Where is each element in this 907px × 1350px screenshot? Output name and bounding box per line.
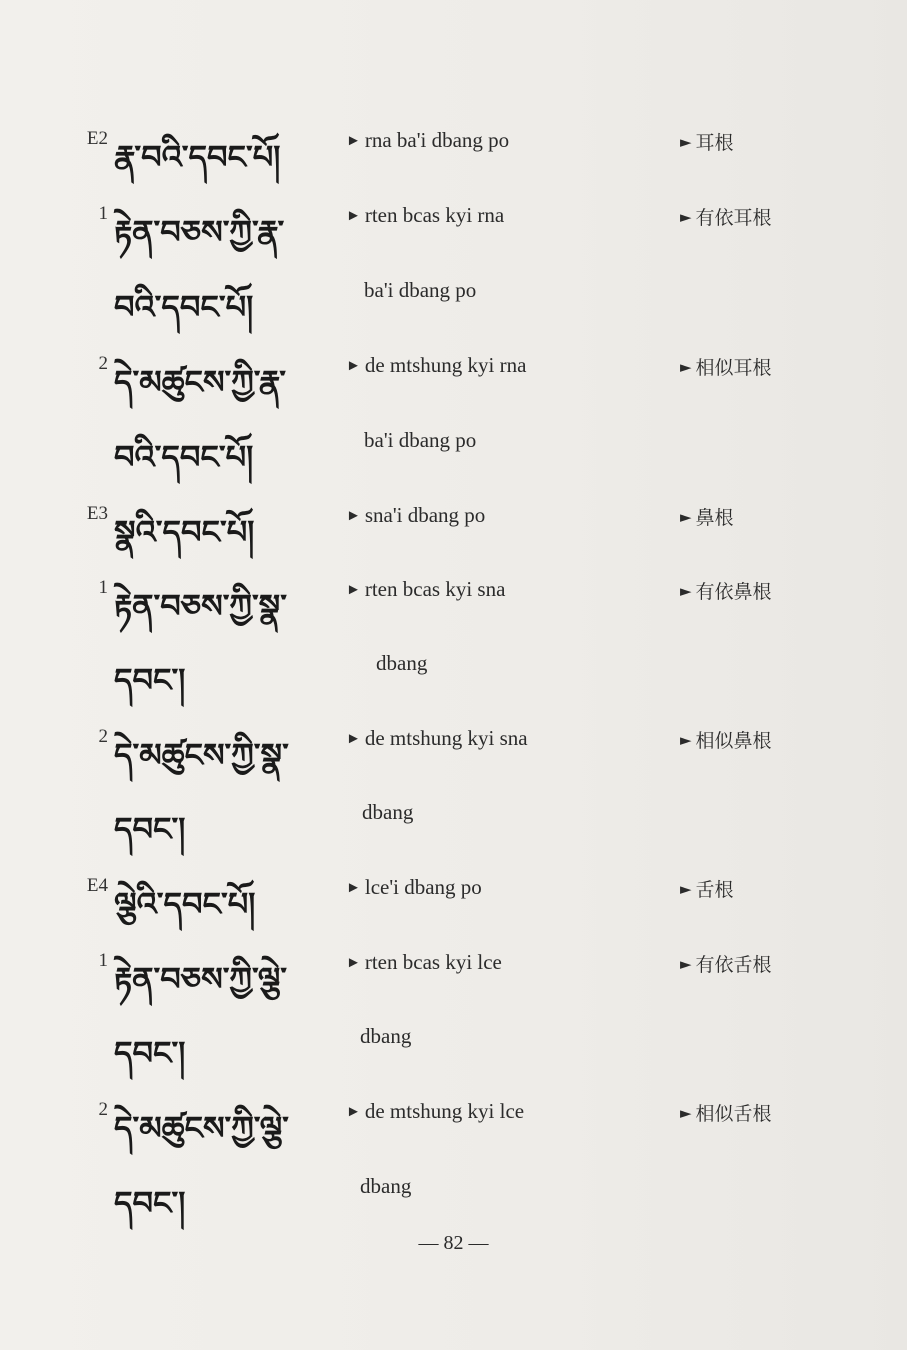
pointer-arrow-icon: ► xyxy=(680,1104,692,1122)
wylie-text: ba'i dbang po xyxy=(364,278,477,302)
wylie-text: rten bcas kyi sna xyxy=(364,577,506,601)
chinese-translation xyxy=(680,875,734,902)
wylie-text: dbang xyxy=(362,800,414,824)
chinese-text: 相似耳根 xyxy=(695,357,772,379)
wylie-text: de mtshung kyi lce xyxy=(364,1099,525,1123)
wylie-text: ba'i dbang po xyxy=(364,428,477,452)
chinese-text: 相似舌根 xyxy=(695,1103,772,1125)
pointer-arrow-icon: ► xyxy=(680,133,692,151)
chinese-text: 耳根 xyxy=(695,132,734,154)
tibetan-term: ལྕེའི་དབང་པོ། xyxy=(114,885,256,923)
entry-row xyxy=(0,1095,907,1155)
entry-continuation-row xyxy=(0,1170,907,1230)
wylie-text: rna ba'i dbang po xyxy=(364,128,510,152)
pointer-arrow-icon: ► xyxy=(680,358,692,376)
entry-row xyxy=(0,349,907,409)
tibetan-term: བའི་དབང་པོ། xyxy=(114,288,254,326)
tibetan-term: དབང་། xyxy=(114,1184,186,1222)
entry-row xyxy=(0,199,907,259)
chinese-translation xyxy=(680,950,772,977)
chinese-translation xyxy=(680,203,772,230)
pointer-arrow-icon: ► xyxy=(680,955,692,973)
tibetan-term: རྟེན་བཅས་ཀྱི་རྣ་ xyxy=(114,213,285,251)
pointer-arrow-icon: ► xyxy=(346,731,361,747)
entry-continuation-row xyxy=(0,424,907,484)
pointer-arrow-icon: ► xyxy=(346,358,361,374)
entry-number: 1 xyxy=(98,577,108,598)
wylie-text: rten bcas kyi lce xyxy=(364,950,502,974)
wylie-text: de mtshung kyi sna xyxy=(364,726,528,750)
entry-number: E3 xyxy=(86,503,108,524)
pointer-arrow-icon: ► xyxy=(346,208,361,224)
pointer-arrow-icon: ► xyxy=(346,1104,361,1120)
tibetan-term: དེ་མཚུངས་ཀྱི་སྣ་ xyxy=(114,736,289,774)
wylie-transliteration xyxy=(346,203,504,228)
wylie-text: lce'i dbang po xyxy=(364,875,482,899)
chinese-text: 有依耳根 xyxy=(695,207,772,229)
wylie-text: dbang xyxy=(376,651,428,675)
wylie-transliteration xyxy=(346,1099,524,1124)
chinese-translation xyxy=(680,503,734,530)
pointer-arrow-icon: ► xyxy=(346,582,361,598)
entry-number: 2 xyxy=(98,726,108,747)
wylie-text: sna'i dbang po xyxy=(364,503,486,527)
chinese-translation xyxy=(680,128,734,155)
entry-row xyxy=(0,871,907,931)
pointer-arrow-icon: ► xyxy=(680,582,692,600)
entry-row xyxy=(0,722,907,782)
tibetan-term: རྣ་བའི་དབང་པོ། xyxy=(114,138,281,176)
entry-row xyxy=(0,499,907,559)
wylie-transliteration xyxy=(346,503,485,528)
pointer-arrow-icon: ► xyxy=(680,508,692,526)
entry-number: 2 xyxy=(98,1099,108,1120)
entry-number: E2 xyxy=(86,128,108,149)
wylie-transliteration xyxy=(346,577,505,602)
entry-row xyxy=(0,124,907,184)
tibetan-term: སྣའི་དབང་པོ། xyxy=(114,513,255,551)
pointer-arrow-icon: ► xyxy=(680,208,692,226)
wylie-text: rten bcas kyi rna xyxy=(364,203,505,227)
tibetan-term: དབང་། xyxy=(114,810,186,848)
entry-number: 1 xyxy=(98,203,108,224)
tibetan-term: བའི་དབང་པོ། xyxy=(114,438,254,476)
tibetan-term: རྟེན་བཅས་ཀྱི་ལྕེ་ xyxy=(114,960,288,998)
tibetan-term: དེ་མཚུངས་ཀྱི་རྣ་ xyxy=(114,363,287,401)
entry-number: 1 xyxy=(98,950,108,971)
entry-continuation-row xyxy=(0,274,907,334)
pointer-arrow-icon: ► xyxy=(346,880,361,896)
entry-continuation-row xyxy=(0,796,907,856)
entry-number: 2 xyxy=(98,353,108,374)
chinese-text: 鼻根 xyxy=(695,507,734,529)
page-number: — 82 — xyxy=(418,1232,489,1254)
wylie-transliteration xyxy=(346,128,509,153)
chinese-translation xyxy=(680,726,772,753)
pointer-arrow-icon: ► xyxy=(680,731,692,749)
chinese-text: 舌根 xyxy=(695,879,734,901)
pointer-arrow-icon: ► xyxy=(680,880,692,898)
chinese-translation xyxy=(680,353,772,380)
wylie-transliteration xyxy=(346,726,528,751)
chinese-text: 有依鼻根 xyxy=(695,581,772,603)
entry-continuation-row xyxy=(0,1020,907,1080)
entry-row xyxy=(0,946,907,1006)
wylie-transliteration xyxy=(346,353,526,378)
chinese-text: 相似鼻根 xyxy=(695,730,772,752)
tibetan-term: དེ་མཚུངས་ཀྱི་ལྕེ་ xyxy=(114,1109,289,1147)
tibetan-term: རྟེན་བཅས་ཀྱི་སྣ་ xyxy=(114,587,287,625)
wylie-transliteration xyxy=(346,950,502,975)
tibetan-term: དབང་། xyxy=(114,661,186,699)
entry-number: E4 xyxy=(86,875,108,896)
wylie-text: dbang xyxy=(360,1024,412,1048)
pointer-arrow-icon: ► xyxy=(346,955,361,971)
pointer-arrow-icon: ► xyxy=(346,508,361,524)
pointer-arrow-icon: ► xyxy=(346,133,361,149)
wylie-transliteration xyxy=(346,875,482,900)
wylie-text: dbang xyxy=(360,1174,412,1198)
chinese-translation xyxy=(680,1099,772,1126)
tibetan-term: དབང་། xyxy=(114,1034,186,1072)
entry-continuation-row xyxy=(0,647,907,707)
chinese-translation xyxy=(680,577,772,604)
chinese-text: 有依舌根 xyxy=(695,954,772,976)
entry-row xyxy=(0,573,907,633)
wylie-text: de mtshung kyi rna xyxy=(364,353,527,377)
